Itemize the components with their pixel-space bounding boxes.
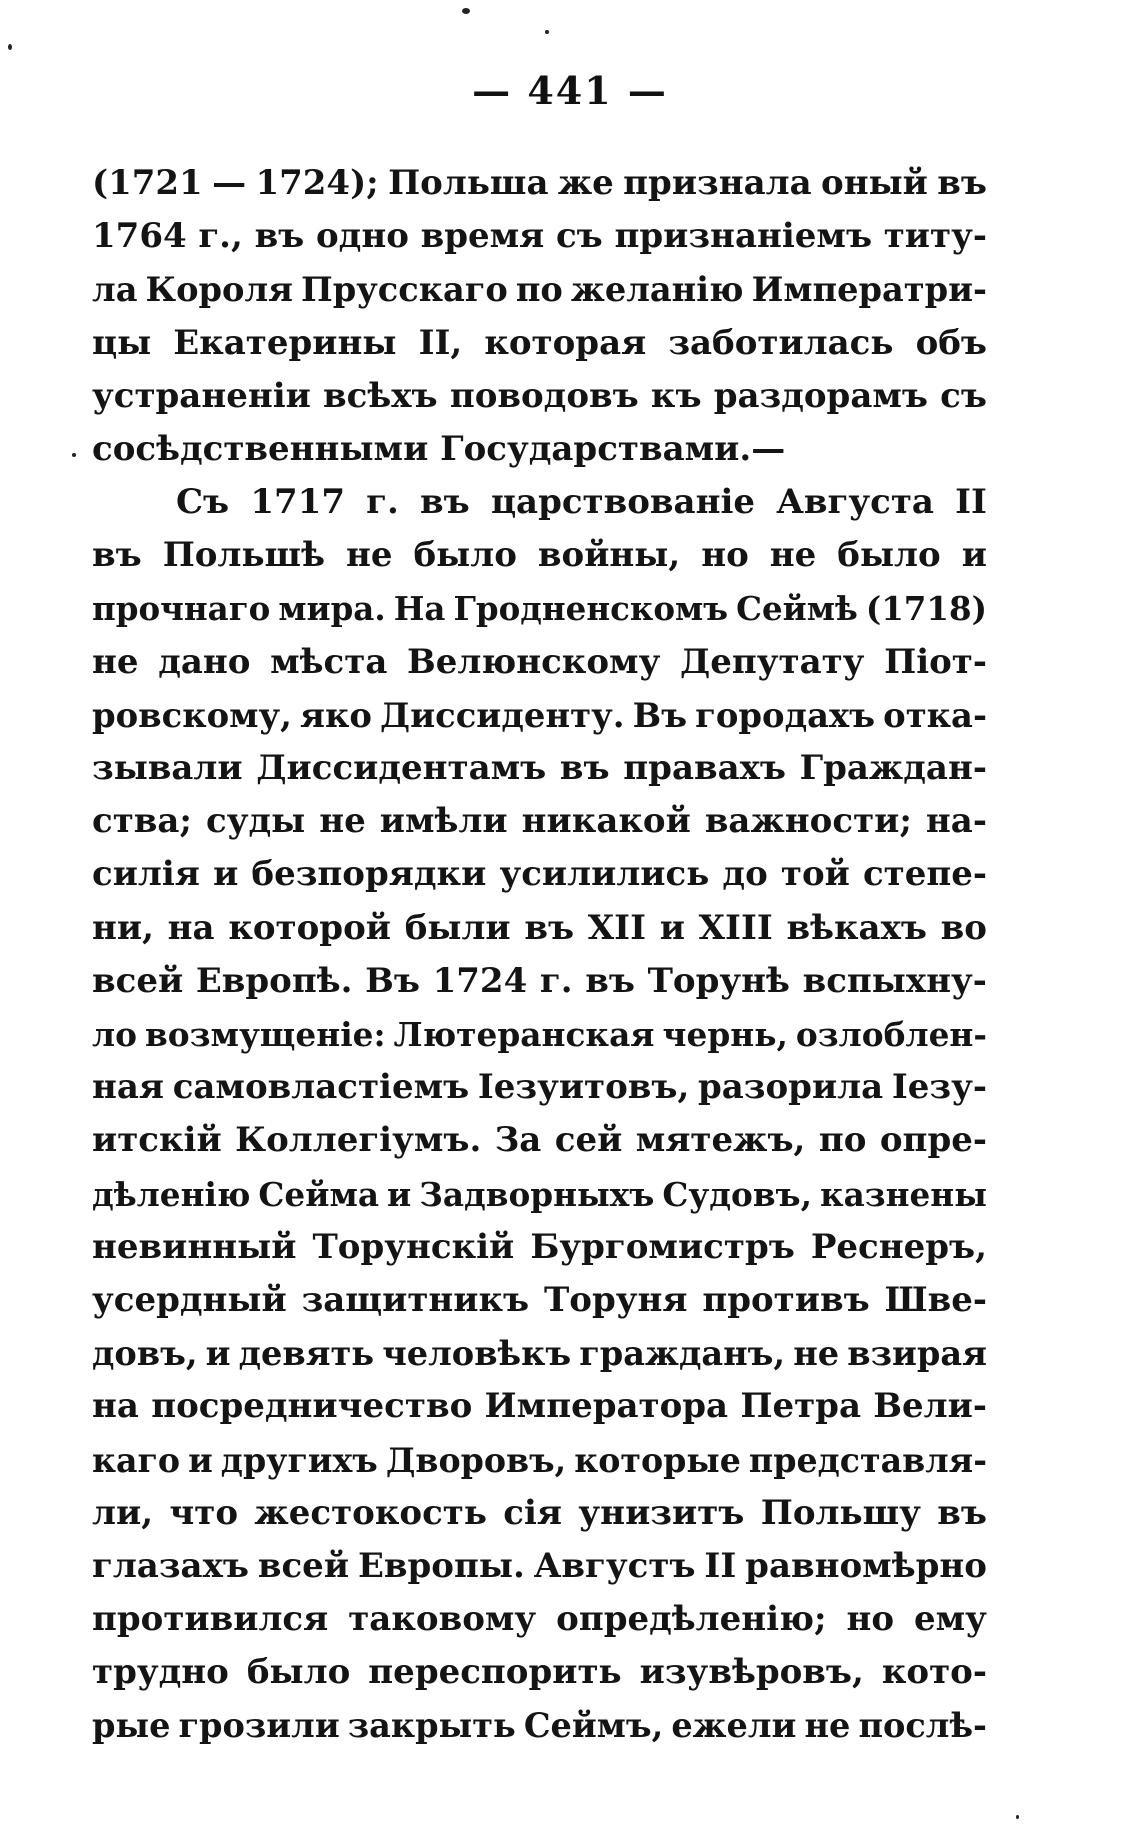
word: и [961,535,987,576]
text-line [92,317,987,370]
word: не [804,1705,851,1746]
word: итскій [92,1120,222,1161]
word: Судовъ, [662,1174,812,1214]
word: гражданъ, [579,1333,786,1374]
page-speck [72,453,76,457]
word: Августа [776,482,934,523]
word: было [246,1652,351,1693]
word: ровскому, [92,694,292,735]
word: отка- [883,694,987,735]
word: таковому [348,1599,537,1640]
word: изувѣровъ, [639,1652,864,1693]
word: (1718) [865,589,987,628]
word: же [557,163,614,203]
text-line [92,1434,987,1487]
word: которой [228,907,391,948]
word: вѣкахъ [786,907,927,948]
word: до [722,854,768,895]
word: На [393,589,446,628]
word: послѣ- [858,1705,987,1746]
word: Диссидентамъ [256,748,547,789]
text-line [92,210,987,263]
text-line [92,1380,987,1433]
word: никакой [521,801,691,842]
word: которая [484,322,647,363]
word: ему [914,1599,987,1640]
word: сосѣдственными [92,428,441,469]
word: Іезу- [891,1067,987,1108]
word: Съ [176,482,230,523]
word: во [940,907,987,948]
word: ло [92,1015,137,1054]
word: казнены [819,1174,987,1214]
word: Въ [365,960,420,1001]
word: важности; [704,801,912,842]
word: девять [238,1333,375,1374]
word: разорила [698,1067,884,1108]
word: были [404,907,511,948]
word: суды [206,801,306,842]
word: рые [92,1705,171,1746]
word: по [515,269,563,310]
word: ная [92,1067,165,1108]
word: самовластіемъ [172,1067,470,1108]
word: II [704,1545,737,1586]
word: и [659,907,685,948]
word: жестокость [254,1492,487,1533]
word: 1724); [255,163,379,203]
word: Дворовъ, [385,1440,567,1480]
text-line [92,1540,987,1593]
text-line [92,157,987,210]
text-line [92,1487,987,1540]
word: войны, [537,535,681,576]
word: Граждан- [799,748,987,789]
word: Диссиденту. [380,694,625,735]
word: въ [937,163,987,203]
word: но [846,1599,895,1640]
page-speck [462,8,470,14]
word: въ [92,535,142,576]
word: Шве- [884,1279,987,1320]
word: За [494,1120,542,1161]
word: Сеймъ, [523,1705,664,1746]
word: не [793,1333,840,1374]
word: въ [559,748,610,789]
word: ни, [92,907,154,948]
word: сія [503,1492,563,1533]
word: прочнаго [92,589,271,628]
word: Іезуитовъ, [477,1067,690,1108]
word: Сейма [258,1174,379,1214]
text-line [92,902,987,955]
word: Сеймѣ [736,589,858,628]
word: не [769,535,817,576]
word: унизитъ [578,1492,745,1533]
word: но [701,535,749,576]
word: Торунѣ [647,960,790,1001]
word: всей [92,960,184,1001]
text-line [92,1327,987,1380]
word: Лютеранская [393,1015,655,1054]
word: и [205,1333,231,1374]
word: устраненіи [92,375,311,416]
word: г. [366,482,399,523]
word: царствованіе [490,482,756,523]
text-line [92,1699,987,1752]
text-line [92,1646,987,1699]
word: возмущеніе: [144,1015,386,1054]
word: Европѣ. [195,960,353,1001]
word: мятежъ, [635,1120,806,1161]
word: Европы. [357,1545,525,1586]
word: Екатерины [173,322,397,363]
word: время [420,216,545,257]
word: объ [915,322,987,363]
text-line [92,583,987,636]
word: Въ [632,694,688,735]
word: желанію [570,269,744,310]
page-number: — 441 — [472,68,668,113]
word: Польша [388,163,549,203]
word: на [167,907,215,948]
word: посредничество [151,1386,473,1427]
word: имѣли [379,801,508,842]
word: Короля [145,269,293,310]
word: XIII [698,907,773,948]
word: въ [937,1492,987,1533]
word: дано [158,641,251,682]
word: представля- [748,1440,987,1480]
word: Задворныхъ [419,1174,655,1214]
word: съ [555,216,603,257]
word: каго [92,1440,181,1480]
word: ла [92,269,138,310]
word: 1717 [250,482,345,523]
word: (1721 [92,163,203,203]
text-line [92,1114,987,1167]
word: другихъ [220,1440,378,1480]
word: глазахъ [92,1545,249,1586]
word: цы [92,322,152,363]
word: взирая [847,1333,987,1374]
word: Депутату [680,641,865,682]
word: на- [925,801,987,842]
word: Прусскаго [301,269,508,310]
word: было [837,535,941,576]
word: въ [254,216,305,257]
word: Бургомистръ [530,1226,795,1267]
word: признала [623,163,812,203]
page-speck [545,30,549,34]
word: Торуня [543,1279,688,1320]
word: чернь, [662,1015,788,1054]
word: XII [587,907,646,948]
text-line [92,1168,987,1221]
word: Торунскій [312,1226,515,1267]
word: не [319,801,366,842]
word: опре- [879,1120,987,1161]
text-line [92,742,987,795]
word: Государствами.— [440,428,786,469]
word: грозили [178,1705,340,1746]
word: и [188,1440,213,1480]
text-line [92,955,987,1008]
word: трудно [92,1652,229,1693]
word: городахъ [695,694,876,735]
word: Гродненскомъ [453,589,729,628]
word: той [780,854,850,895]
word: Коллегіумъ. [235,1120,482,1161]
word: степе- [862,854,987,895]
text-line [92,476,987,529]
word: и [387,1174,412,1214]
word: дѣленію [92,1174,251,1214]
word: 1724 [432,960,528,1001]
word: сей [554,1120,623,1161]
word: г., [198,216,243,257]
word: противъ [702,1279,870,1320]
word: Императора [484,1386,729,1427]
word: яко [300,694,372,735]
word: Піот- [884,641,987,682]
text-line [92,529,987,582]
body-text [92,157,987,1753]
word: всей [257,1545,350,1586]
text-line [92,263,987,316]
word: невинный [92,1226,297,1267]
word: озлоблен- [795,1015,987,1054]
word: ли, [92,1492,154,1533]
word: г. [539,960,573,1001]
text-line [92,1593,987,1646]
word: опредѣленію; [556,1599,827,1640]
word: Петра [740,1386,861,1427]
text-line [92,636,987,689]
word: къ [650,375,702,416]
word: переспорить [368,1652,622,1693]
text-line [92,689,987,742]
word: въ [585,960,635,1001]
page-speck [8,44,12,50]
word: Августъ [533,1545,696,1586]
word: что [169,1492,239,1533]
word: и [213,854,239,895]
text-line [92,848,987,901]
word: кото- [881,1652,987,1693]
text-line [92,1061,987,1114]
word: довъ, [92,1333,198,1374]
word: ства; [92,801,192,842]
word: 1764 [92,216,187,257]
word: признаніемъ [614,216,873,257]
word: Велюнскому [407,641,661,682]
word: II [955,482,987,523]
word: Императри- [751,269,987,310]
word: въ [524,907,575,948]
word: Реснеръ, [810,1226,987,1267]
word: противился [92,1599,329,1640]
word: мѣста [270,641,388,682]
word: Вели- [873,1386,987,1427]
word: безпорядки [251,854,487,895]
word: усердный [92,1279,287,1320]
word: которые [574,1440,741,1480]
word: одно [315,216,409,257]
word: вспыхну- [802,960,987,1001]
word: человѣкъ [382,1333,572,1374]
word: II, [418,322,463,363]
word: не [92,641,139,682]
word: титу- [883,216,987,257]
word: раздорамъ [713,375,928,416]
word: — [212,163,247,203]
word: на [92,1386,139,1427]
word: заботилась [668,322,894,363]
word: съ [940,375,987,416]
word: силія [92,854,200,895]
word: усилились [499,854,710,895]
word: по [818,1120,867,1161]
text-line [92,423,987,476]
text-line [92,1221,987,1274]
text-line [92,795,987,848]
word: равномѣрно [745,1545,987,1586]
word: Польшу [760,1492,921,1533]
word: закрыть [347,1705,516,1746]
word: поводовъ [449,375,639,416]
word: оный [821,163,928,203]
text-line [92,1274,987,1327]
word: защитникъ [301,1279,530,1320]
page-speck [1016,1815,1019,1819]
word: было [413,535,517,576]
text-line [92,1008,987,1061]
word: мира. [278,589,386,628]
word: не [345,535,393,576]
text-line [92,370,987,423]
word: ежели [671,1705,797,1746]
word: правахъ [623,748,786,789]
word: Польшѣ [162,535,325,576]
word: всѣхъ [323,375,438,416]
word: въ [420,482,470,523]
word: зывали [92,748,243,789]
